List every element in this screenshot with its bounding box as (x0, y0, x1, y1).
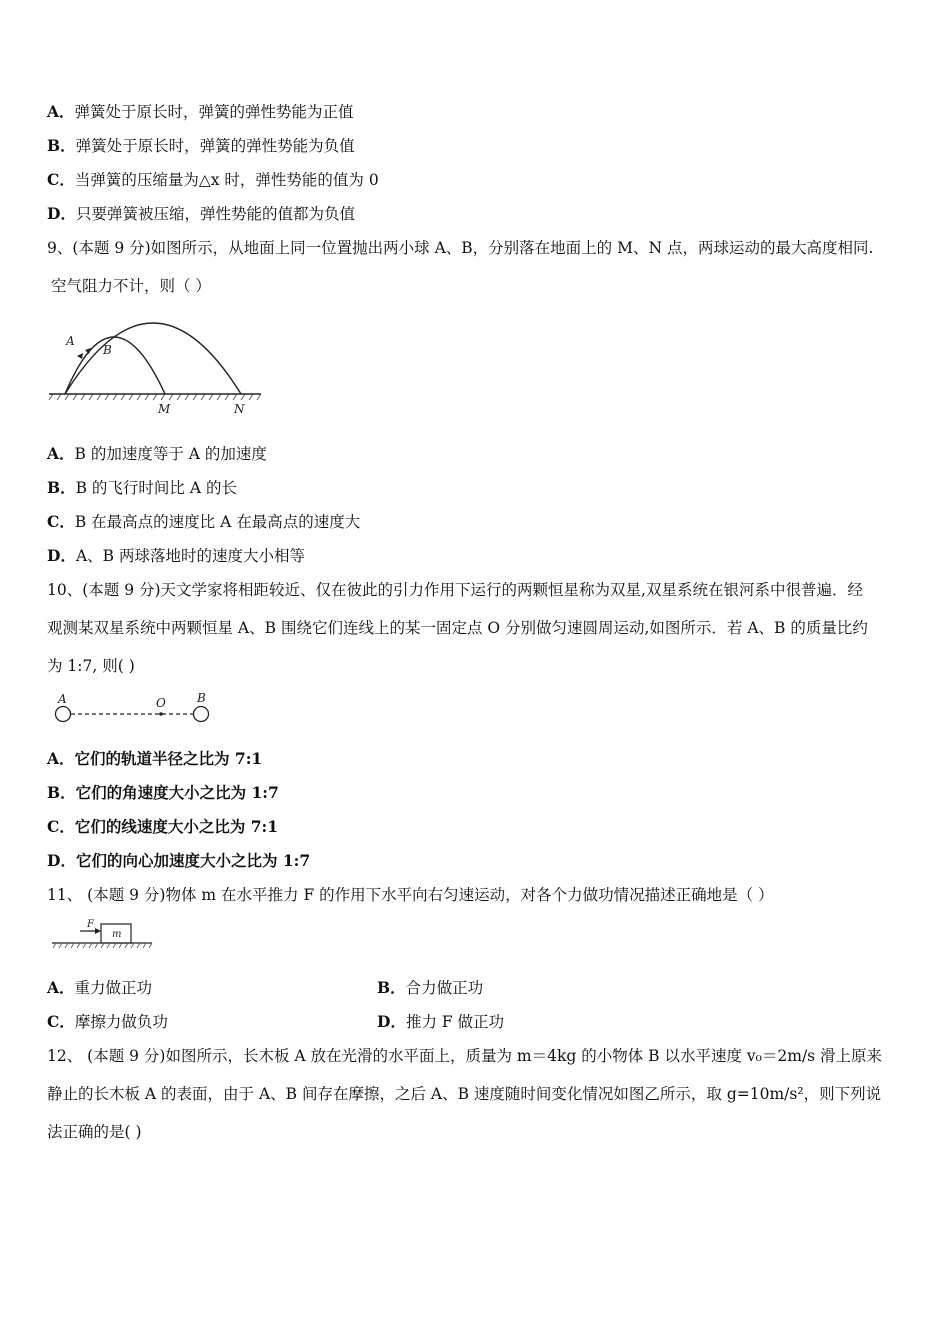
trajectory-a (65, 337, 165, 394)
label-b: B (197, 691, 206, 705)
q9-stem-line1: 9、(本题 9 分)如图所示，从地面上同一位置抛出两小球 A、B，分别落在地面上的 M、N 点，两球运动的最大高度相同. (47, 239, 874, 257)
trajectory-b (65, 323, 241, 394)
q11-option-d: D．推力 F 做正功 (377, 1012, 505, 1031)
q10-stem-line2: 观测某双星系统中两颗恒星 A、B 围绕它们连线上的某一固定点 O 分别做匀速圆周运动,如图所示．若 A、B 的质量比约 (47, 619, 868, 637)
q10-option-d: D．它们的向心加速度大小之比为 1:7 (47, 851, 311, 870)
label-m: m (112, 929, 122, 940)
label-f: F (87, 919, 94, 930)
q8-option-b: B．弹簧处于原长时，弹簧的弹性势能为负值 (47, 136, 355, 155)
q12-stem-line2: 静止的长木板 A 的表面，由于 A、B 间存在摩擦，之后 A、B 速度随时间变化情况如图乙所示，取 g=10m/s²，则下列说 (47, 1085, 882, 1103)
q8-option-c: C．当弹簧的压缩量为△x 时，弹性势能的值为 0 (47, 170, 379, 189)
q9-option-c: C．B 在最高点的速度比 A 在最高点的速度大 (47, 512, 361, 531)
q11-option-b: B．合力做正功 (377, 978, 484, 997)
label-b: B (103, 343, 112, 357)
label-o: O (156, 696, 166, 710)
q12-stem-line1: 12、 (本题 9 分)如图所示，长木板 A 放在光滑的水平面上，质量为 m＝4kg 的小物体 B 以水平速度 v₀＝2m/s 滑上原来 (47, 1047, 883, 1065)
star-a-icon (56, 707, 71, 722)
ground-hatch (53, 943, 152, 948)
q10-option-c: C．它们的线速度大小之比为 7:1 (47, 817, 279, 836)
label-m: M (158, 402, 171, 416)
q10-binary-star-figure (47, 688, 227, 728)
q10-stem-line1: 10、(本题 9 分)天文学家将相距较近、仅在彼此的引力作用下运行的两颗恒星称为双星,双星系统在银河系中很普遍．经 (47, 581, 863, 599)
q11-option-c: C．摩擦力做负功 (47, 1012, 168, 1031)
q9-option-d: D．A、B 两球落地时的速度大小相等 (47, 546, 305, 565)
q8-option-d: D．只要弹簧被压缩，弹性势能的值都为负值 (47, 204, 355, 223)
label-a: A (66, 334, 75, 348)
q9-option-a: A．B 的加速度等于 A 的加速度 (47, 444, 267, 463)
label-a: A (58, 692, 67, 706)
star-b-icon (194, 707, 209, 722)
q11-stem: 11、 (本题 9 分)物体 m 在水平推力 F 的作用下水平向右匀速运动，对各个力做功情况描述正确地是（ ） (47, 886, 774, 904)
q10-option-a: A．它们的轨道半径之比为 7:1 (47, 749, 263, 768)
q8-option-a: A．弹簧处于原长时，弹簧的弹性势能为正值 (47, 102, 354, 121)
q10-stem-line3: 为 1:7, 则( ) (47, 657, 135, 675)
arrow-a-icon (77, 353, 83, 359)
q12-stem-line3: 法正确的是( ) (47, 1123, 142, 1141)
ground-hatch (49, 394, 261, 400)
q11-option-a: A．重力做正功 (47, 978, 153, 997)
q9-stem-line2: 空气阻力不计，则（ ） (51, 277, 211, 295)
force-arrow-icon (95, 928, 101, 934)
q11-block-figure (50, 915, 160, 955)
label-n: N (234, 402, 245, 416)
q9-option-b: B．B 的飞行时间比 A 的长 (47, 478, 237, 497)
q10-option-b: B．它们的角速度大小之比为 1:7 (47, 783, 279, 802)
center-point-o (159, 712, 163, 716)
q9-trajectory-figure (47, 312, 267, 420)
